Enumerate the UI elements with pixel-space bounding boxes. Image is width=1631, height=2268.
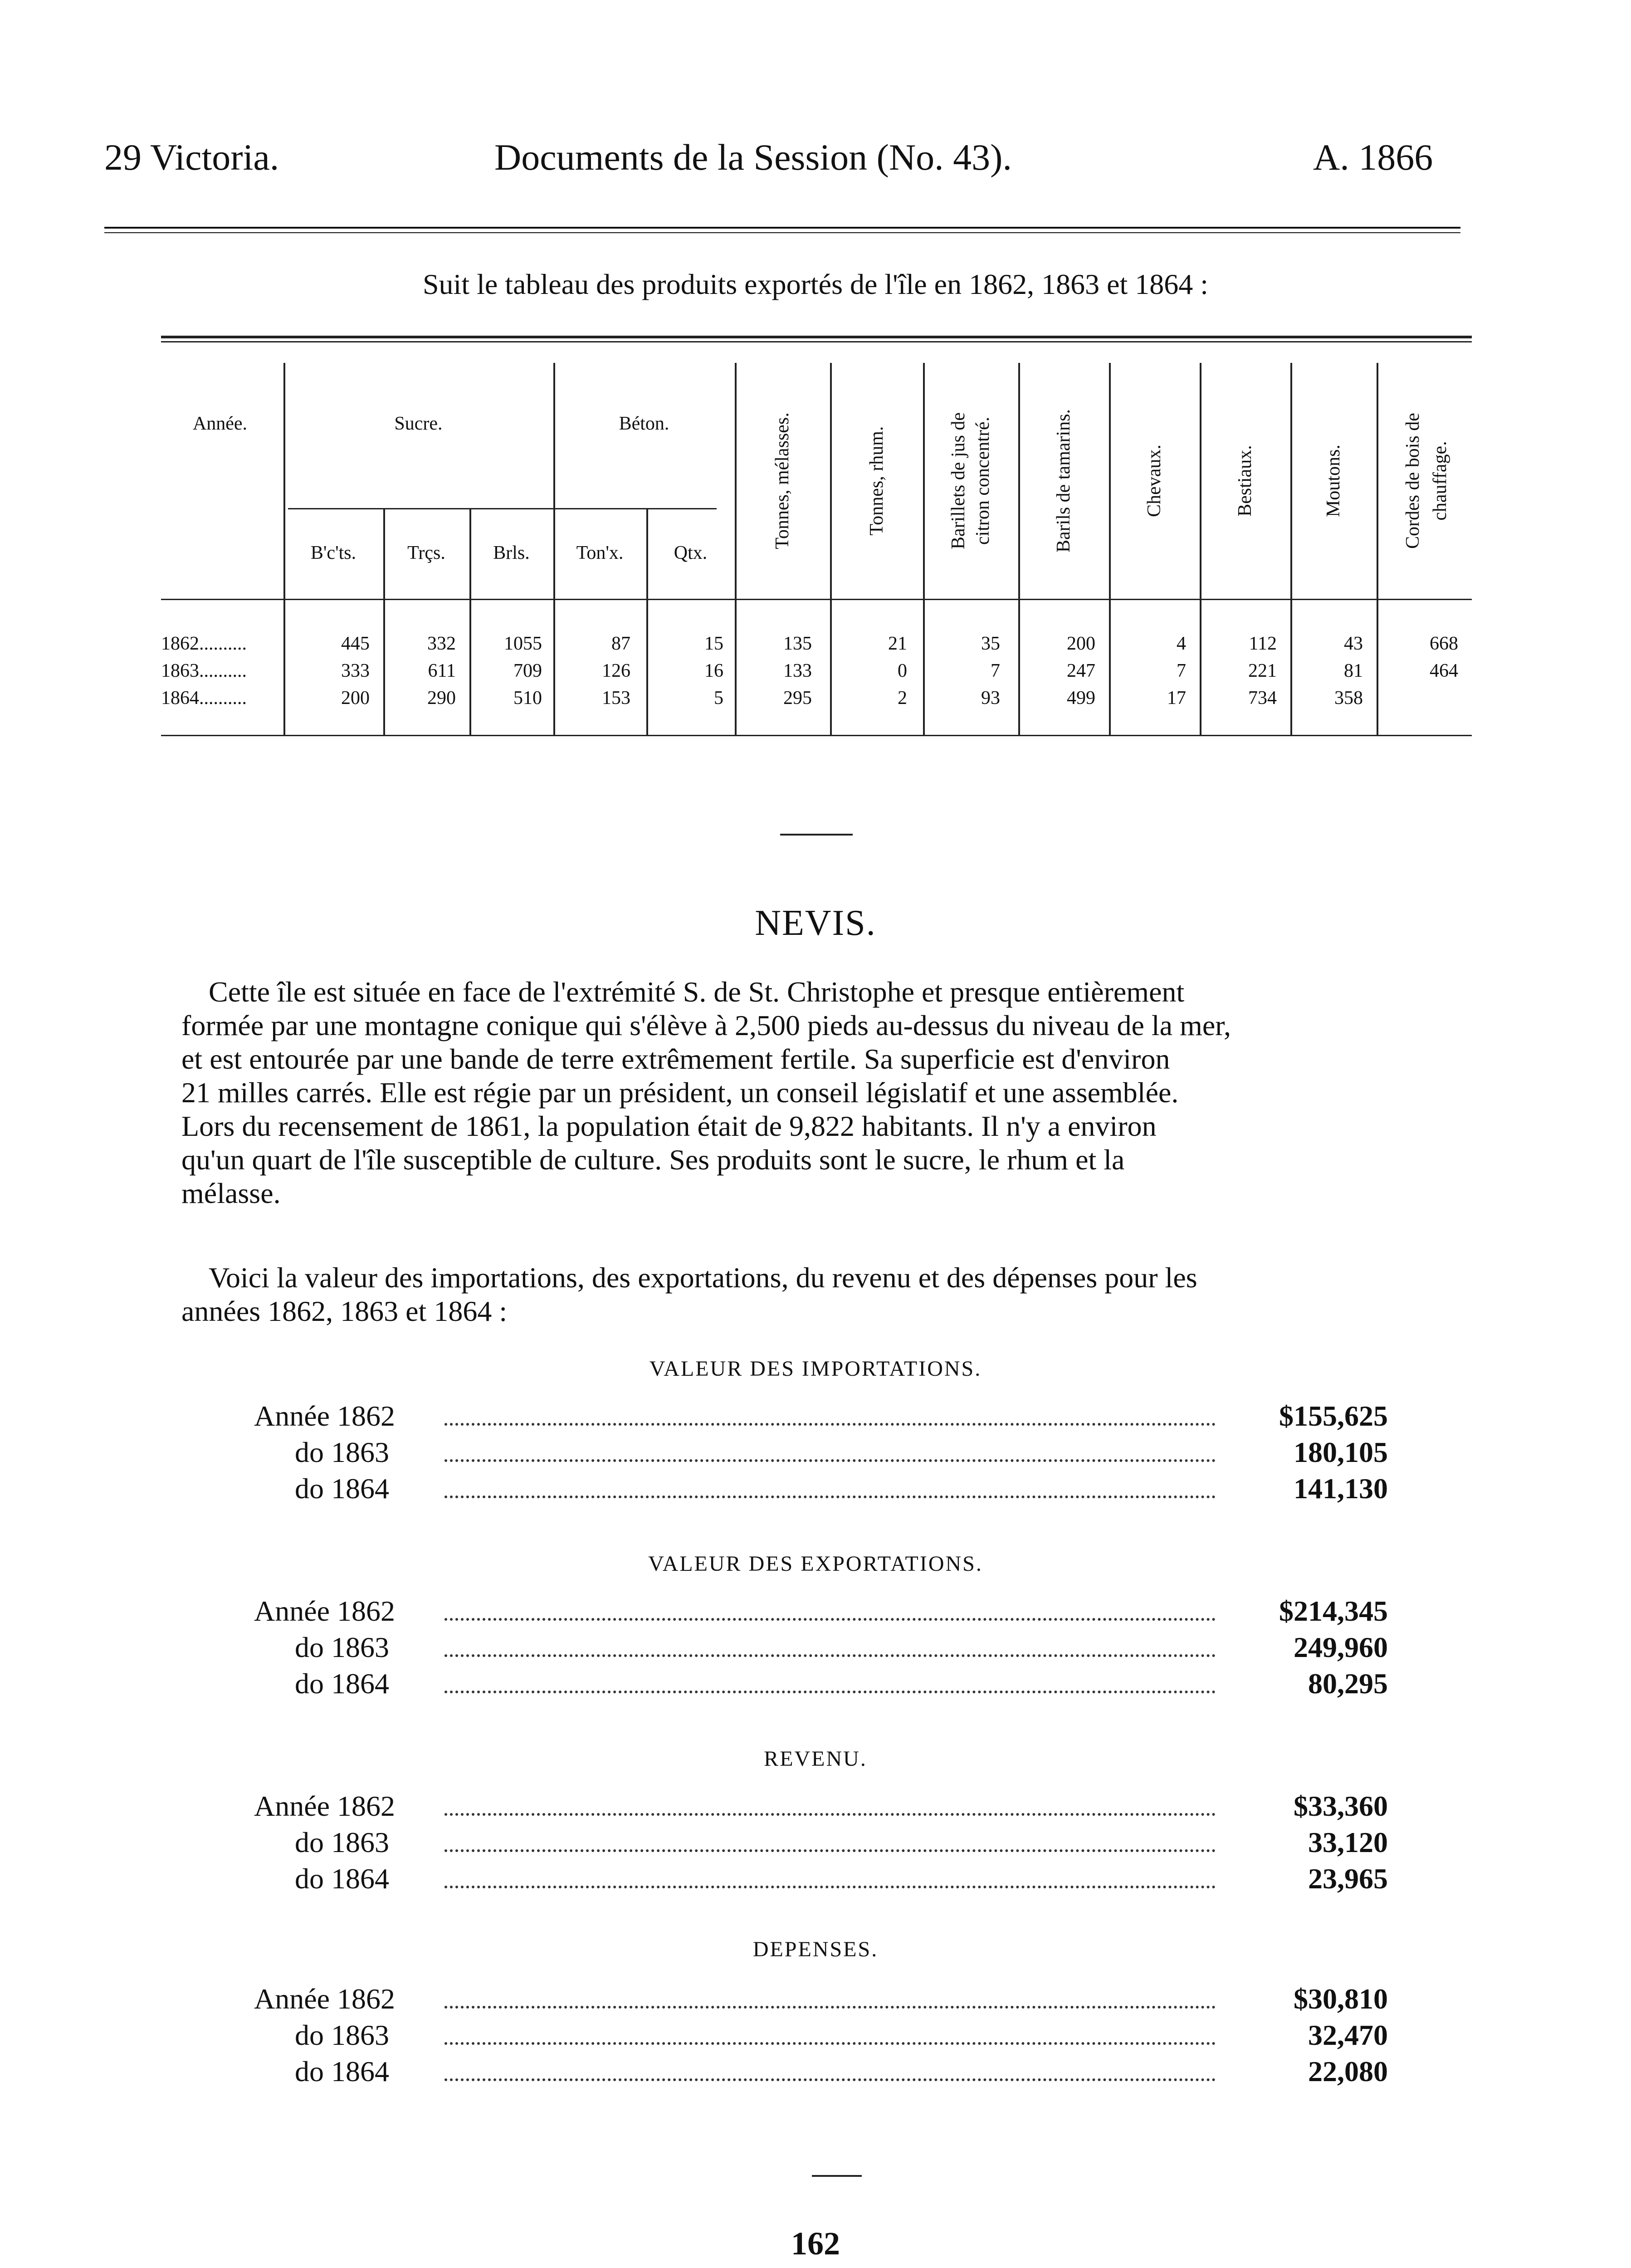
header-annee: Année. xyxy=(192,413,248,434)
revenue-title: REVENU. xyxy=(764,1747,867,1771)
table-cell: 126 xyxy=(602,660,630,681)
leader-dots xyxy=(444,1618,1216,1621)
row-label: do 1863 xyxy=(295,1436,389,1468)
header-right: A. 1866 xyxy=(1313,137,1433,178)
header-citron-concentre: citron concentré. xyxy=(972,416,993,545)
row-amount: 80,295 xyxy=(1308,1667,1388,1700)
row-label: do 1864 xyxy=(295,1862,389,1895)
text-line: années 1862, 1863 et 1864 : xyxy=(181,1295,508,1327)
table-cell: 247 xyxy=(1067,660,1095,681)
leader-dots xyxy=(444,1496,1216,1498)
row-label: do 1863 xyxy=(295,1826,389,1858)
table-rule xyxy=(161,599,1472,600)
exports-title: VALEUR DES EXPORTATIONS. xyxy=(648,1552,983,1576)
table-col-divider xyxy=(923,363,925,735)
table-cell: 1055 xyxy=(504,633,542,654)
leader-dots xyxy=(444,1886,1216,1888)
list-item xyxy=(254,2055,1388,2091)
table-col-divider xyxy=(1018,363,1020,735)
table-col-divider xyxy=(1109,363,1111,735)
intro-line: Suit le tableau des produits exportés de l'île en 1862, 1863 et 1864 : xyxy=(422,268,1209,300)
table-cell: 87 xyxy=(611,633,630,654)
text-line: mélasse. xyxy=(181,1177,281,1209)
table-cell: 358 xyxy=(1334,688,1363,709)
row-label: do 1864 xyxy=(295,1472,389,1505)
export-table xyxy=(161,336,1472,753)
list-item xyxy=(254,1789,1388,1826)
table-cell: 290 xyxy=(427,688,456,709)
table-cell: 464 xyxy=(1430,660,1458,681)
table-cell: 295 xyxy=(783,688,812,709)
row-amount: 249,960 xyxy=(1294,1631,1388,1663)
leader-dots xyxy=(444,1849,1216,1852)
table-cell: 4 xyxy=(1177,633,1186,654)
row-label: do 1863 xyxy=(295,2019,389,2051)
header-barillets-jus: Barillets de jus de xyxy=(948,412,969,550)
page-number: 162 xyxy=(791,2225,840,2262)
header-center: Documents de la Session (No. 43). xyxy=(494,137,1012,178)
table-cell: 93 xyxy=(981,688,1000,709)
nevis-title: NEVIS. xyxy=(755,903,876,943)
header-chevaux: Chevaux. xyxy=(1144,445,1165,517)
year-1863: 1863.......... xyxy=(161,660,247,681)
table-cell: 135 xyxy=(783,633,812,654)
leader-dots xyxy=(444,1813,1216,1816)
text-line: qu'un quart de l'île susceptible de culture. Ses produits sont le sucre, le rhum et la xyxy=(181,1144,1125,1176)
row-amount: $214,345 xyxy=(1279,1595,1388,1627)
header-bcts: B'c'ts. xyxy=(310,543,356,563)
header-tonnes-rhum: Tonnes, rhum. xyxy=(866,426,887,536)
nevis-paragraph-1 xyxy=(181,975,1474,1210)
list-item xyxy=(254,1982,1388,2019)
header-tonnes-melasses: Tonnes, mélasses. xyxy=(772,412,793,549)
table-cell: 734 xyxy=(1248,688,1277,709)
table-cell: 333 xyxy=(341,660,370,681)
table-cell: 133 xyxy=(783,660,812,681)
header-bestiaux: Bestiaux. xyxy=(1235,445,1255,517)
header-beton: Béton. xyxy=(619,413,669,434)
table-cell: 445 xyxy=(341,633,370,654)
table-cell: 35 xyxy=(981,633,1000,654)
row-label: Année 1862 xyxy=(254,1790,396,1822)
text-line: et est entourée par une bande de terre extrêmement fertile. Sa superficie est d'environ xyxy=(181,1043,1170,1075)
text-line: Voici la valeur des importations, des exportations, du revenu et des dépenses pour les xyxy=(209,1261,1197,1294)
table-cell: 611 xyxy=(428,660,456,681)
table-col-divider xyxy=(1200,363,1201,735)
leader-dots xyxy=(444,2078,1216,2081)
row-amount: 23,965 xyxy=(1308,1862,1388,1895)
header-qtx: Qtx. xyxy=(674,543,708,563)
row-label: do 1864 xyxy=(295,1667,389,1700)
leader-dots xyxy=(444,2042,1216,2045)
header-chauffage: chauffage. xyxy=(1430,441,1450,521)
leader-dots xyxy=(444,1459,1216,1462)
leader-dots xyxy=(444,2006,1216,2009)
header-trcs: Trçs. xyxy=(407,543,445,563)
text-line: Lors du recensement de 1861, la population était de 9,822 habitants. Il n'y a environ xyxy=(181,1110,1157,1142)
table-cell: 200 xyxy=(341,688,370,709)
text-line: Cette île est située en face de l'extrémité S. de St. Christophe et presque entièrement xyxy=(209,976,1185,1008)
list-item xyxy=(254,1399,1388,1436)
row-label: Année 1862 xyxy=(254,1400,396,1432)
table-cell: 15 xyxy=(704,633,723,654)
table-rule xyxy=(161,341,1472,342)
header-brls: Brls. xyxy=(493,543,530,563)
list-item xyxy=(254,1631,1388,1667)
table-cell: 200 xyxy=(1067,633,1095,654)
table-cell: 0 xyxy=(898,660,907,681)
list-item xyxy=(254,1472,1388,1508)
list-item xyxy=(254,1594,1388,1631)
table-cell: 21 xyxy=(888,633,907,654)
table-rule xyxy=(161,735,1472,736)
table-cell: 7 xyxy=(991,660,1000,681)
table-cell: 510 xyxy=(513,688,542,709)
footer-divider xyxy=(812,2175,862,2177)
list-item xyxy=(254,1862,1388,1898)
header-tonx: Ton'x. xyxy=(576,543,624,563)
list-item xyxy=(254,2019,1388,2055)
table-cell: 43 xyxy=(1344,633,1363,654)
table-col-divider xyxy=(735,363,737,735)
row-amount: 33,120 xyxy=(1308,1826,1388,1858)
table-cell: 5 xyxy=(714,688,723,709)
row-label: Année 1862 xyxy=(254,1595,396,1627)
expenses-title: DEPENSES. xyxy=(752,1937,879,1961)
year-1864: 1864.......... xyxy=(161,688,247,709)
section-divider xyxy=(780,834,853,836)
table-cell: 499 xyxy=(1067,688,1095,709)
table-col-divider xyxy=(830,363,832,735)
row-amount: 22,080 xyxy=(1308,2055,1388,2087)
header-barils-tamarins: Barils de tamarins. xyxy=(1053,409,1074,553)
table-cell: 332 xyxy=(427,633,456,654)
row-label: do 1863 xyxy=(295,1631,389,1663)
row-amount: $155,625 xyxy=(1279,1400,1388,1432)
list-item xyxy=(254,1667,1388,1703)
table-cell: 17 xyxy=(1167,688,1186,709)
text-line: formée par une montagne conique qui s'élève à 2,500 pieds au-dessus du niveau de la mer, xyxy=(181,1009,1231,1041)
table-rule xyxy=(288,508,717,509)
table-cell: 709 xyxy=(513,660,542,681)
imports-title: VALEUR DES IMPORTATIONS. xyxy=(649,1357,982,1381)
row-amount: 180,105 xyxy=(1294,1436,1388,1468)
table-cell: 112 xyxy=(1249,633,1277,654)
table-col-divider xyxy=(1377,363,1378,735)
table-cell: 668 xyxy=(1430,633,1458,654)
leader-dots xyxy=(444,1423,1216,1426)
row-amount: 32,470 xyxy=(1308,2019,1388,2051)
header-moutons: Moutons. xyxy=(1323,445,1344,517)
row-amount: $33,360 xyxy=(1294,1790,1388,1822)
list-item xyxy=(254,1826,1388,1862)
table-cell: 7 xyxy=(1177,660,1186,681)
table-cell: 81 xyxy=(1344,660,1363,681)
row-label: do 1864 xyxy=(295,2055,389,2087)
list-item xyxy=(254,1436,1388,1472)
row-amount: $30,810 xyxy=(1294,1983,1388,2015)
year-1862: 1862.......... xyxy=(161,633,247,654)
table-cell: 153 xyxy=(602,688,630,709)
header-rule-bottom xyxy=(104,232,1460,233)
header-sucre: Sucre. xyxy=(394,413,443,434)
table-col-divider xyxy=(1290,363,1292,735)
nevis-paragraph-2 xyxy=(181,1261,1474,1328)
header-cordes-bois: Cordes de bois de xyxy=(1402,413,1423,549)
table-cell: 221 xyxy=(1248,660,1277,681)
table-cell: 2 xyxy=(898,688,907,709)
table-rule xyxy=(161,336,1472,338)
table-cell: 16 xyxy=(704,660,723,681)
row-amount: 141,130 xyxy=(1294,1472,1388,1505)
header-left: 29 Victoria. xyxy=(104,137,279,178)
header-rule-top xyxy=(104,227,1460,229)
row-label: Année 1862 xyxy=(254,1983,396,2015)
leader-dots xyxy=(444,1691,1216,1693)
text-line: 21 milles carrés. Elle est régie par un président, un conseil législatif et une assemblée. xyxy=(181,1076,1179,1109)
leader-dots xyxy=(444,1654,1216,1657)
